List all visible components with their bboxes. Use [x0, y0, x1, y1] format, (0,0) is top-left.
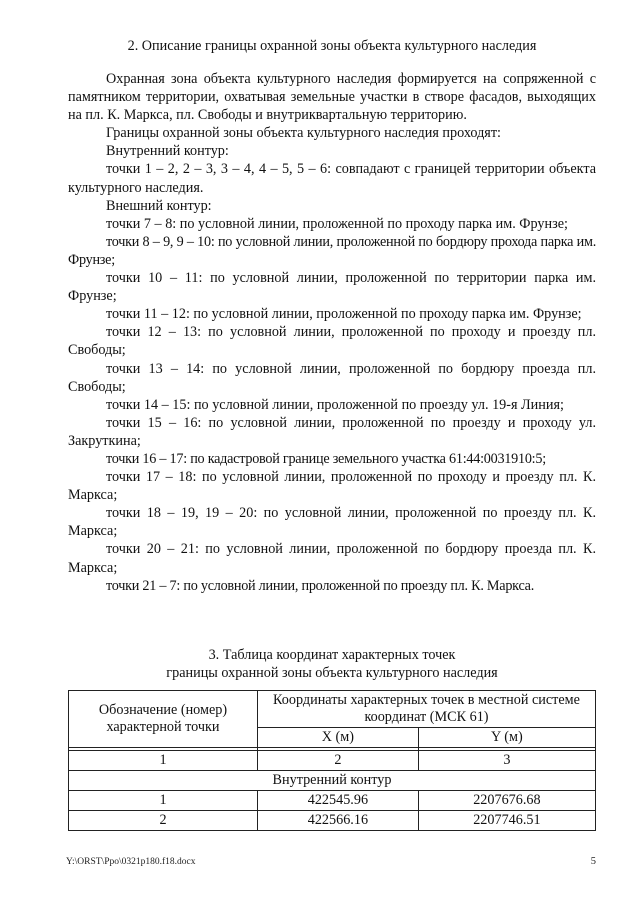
paragraph-points-11-12: точки 11 – 12: по условной линии, проложенной по проходу парка им. Фрунзе; [106, 306, 582, 323]
paragraph-points-12-13: точки 12 – 13: по условной линии, проложенной по проходу и проезду пл. Свободы; [68, 324, 596, 359]
paragraph-points-10-11: точки 10 – 11: по условной линии, проложенной по территории парка им. Фрунзе; [68, 270, 596, 305]
column-number: 3 [418, 751, 595, 771]
paragraph-intro: Охранная зона объекта культурного наследия формируется на сопряженной с памятником территории, охватывая земельные участки в створе фасадов, выходящих на пл. К. Маркса, пл. Свободы и внутриквартальную территорию. [68, 71, 596, 124]
section-2-title: 2. Описание границы охранной зоны объекта культурного наследия [127, 38, 537, 54]
table-row [69, 811, 596, 831]
paragraph-inner-contour-label: Внутренний контур: [106, 143, 229, 160]
table-column-numbers-row [69, 751, 596, 771]
section-3-title-line-2: границы охранной зоны объекта культурного наследия [166, 665, 498, 681]
point-number: 1 [69, 791, 258, 811]
column-number: 2 [258, 751, 419, 771]
paragraph-points-16-17: точки 16 – 17: по кадастровой границе земельного участка 61:44:0031910:5; [106, 450, 546, 467]
paragraph-points-14-15: точки 14 – 15: по условной линии, проложенной по проезду ул. 19-я Линия; [106, 396, 564, 413]
table-header-row [69, 691, 596, 728]
point-number: 2 [69, 811, 258, 831]
header-coordinates: Координаты характерных точек в местной системе координат (МСК 61) [258, 691, 596, 728]
paragraph-outer-contour-label: Внешний контур: [106, 197, 212, 214]
point-y: 2207676.68 [418, 791, 595, 811]
paragraph-points-21-7: точки 21 – 7: по условной линии, проложенной по проезду пл. К. Маркса. [106, 577, 535, 594]
paragraph-boundaries: Границы охранной зоны объекта культурного наследия проходят: [106, 125, 501, 142]
table-row [69, 791, 596, 811]
section-3-title [68, 646, 596, 682]
paragraph-points-17-18: точки 17 – 18: по условной линии, проложенной по проходу и проезду пл. К. Маркса; [68, 469, 596, 504]
table-group-row [69, 771, 596, 791]
section-3-title-line-1: 3. Таблица координат характерных точек [208, 647, 456, 663]
paragraph-points-18-20: точки 18 – 19, 19 – 20: по условной линии, проложенной по проезду пл. К. Маркса; [68, 505, 596, 540]
paragraph-points-7-8: точки 7 – 8: по условной линии, проложенной по проходу парка им. Фрунзе; [106, 215, 568, 232]
point-y: 2207746.51 [418, 811, 595, 831]
footer-file-path: Y:\ORST\Ppo\0321p180.f18.docx [66, 857, 196, 867]
paragraph-points-20-21: точки 20 – 21: по условной линии, проложенной по бордюру проезда пл. К. Маркса; [68, 541, 596, 576]
header-x: X (м) [258, 728, 419, 748]
paragraph-points-13-14: точки 13 – 14: по условной линии, проложенной по бордюру проезда пл. Свободы; [68, 360, 596, 395]
footer-page-number: 5 [590, 856, 596, 867]
column-number: 1 [69, 751, 258, 771]
point-x: 422566.16 [258, 811, 419, 831]
paragraph-points-8-10: точки 8 – 9, 9 – 10: по условной линии, проложенной по бордюру прохода парка им. Фрунзе; [68, 233, 596, 268]
section-2-body [68, 70, 596, 595]
header-y: Y (м) [418, 728, 595, 748]
header-point-designation: Обозначение (номер) характерной точки [69, 691, 258, 748]
paragraph-points-15-16: точки 15 – 16: по условной линии, проложенной по проезду и проходу ул. Закруткина; [68, 414, 596, 449]
paragraph-inner-points: точки 1 – 2, 2 – 3, 3 – 4, 4 – 5, 5 – 6: совпадают с границей территории объекта культурного наследия. [68, 161, 596, 196]
coordinates-table [68, 690, 596, 831]
point-x: 422545.96 [258, 791, 419, 811]
group-label-inner-contour: Внутренний контур [69, 771, 596, 791]
